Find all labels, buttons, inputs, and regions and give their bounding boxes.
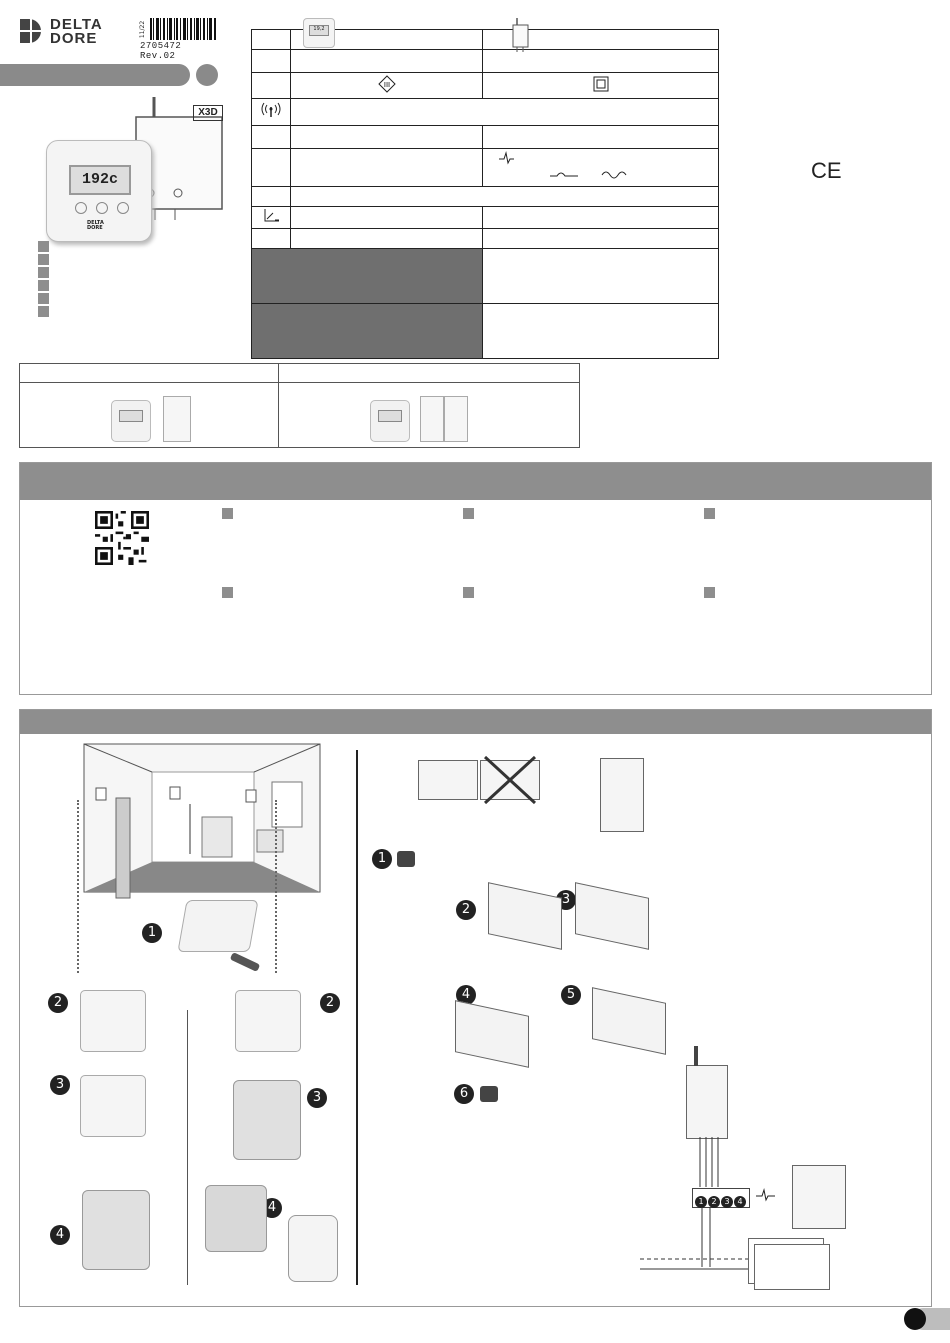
step-callout: 3 [307, 1088, 327, 1108]
terminal-3: 3 [721, 1196, 733, 1208]
x3d-badge: X3D [193, 105, 223, 121]
step-callout: 5 [561, 985, 581, 1005]
class-iii-icon [378, 75, 396, 93]
radiator-step [575, 882, 649, 950]
power-on-icon [480, 1086, 498, 1102]
display-temp: 192c [81, 171, 118, 188]
screwdriver-icon [230, 952, 261, 972]
thermostat-stand-view [205, 1185, 267, 1252]
step-callout: 2 [320, 993, 340, 1013]
radiator-step [488, 882, 562, 950]
thermostat-open-illustration [177, 900, 258, 952]
room-placement-illustration [72, 742, 332, 912]
temperature-range-icon [262, 208, 280, 224]
column-divider [187, 1010, 188, 1285]
dark-cell [252, 304, 483, 359]
thermostat-stand-view [288, 1215, 338, 1282]
barcode [139, 18, 220, 61]
item-square [222, 587, 233, 598]
terminal-2: 2 [708, 1196, 720, 1208]
step-callout: 1 [372, 849, 392, 869]
pilot-wire-signal-icon [497, 151, 517, 165]
step-callout: 6 [454, 1084, 474, 1104]
pilot-wire-signal-icon [755, 1188, 777, 1202]
guide-dotted-left [77, 800, 79, 973]
installation-section [19, 709, 932, 1307]
item-square [463, 508, 474, 519]
lang-square [38, 306, 49, 317]
thermostat-battery-step [235, 990, 301, 1052]
radiator-step [592, 987, 666, 1055]
thermostat-battery-step [80, 990, 146, 1052]
info-section [19, 462, 932, 695]
step-callout: 4 [50, 1225, 70, 1245]
dark-cell [252, 249, 483, 304]
heater-panel [754, 1244, 830, 1290]
power-off-icon [397, 851, 415, 867]
kit-thermostat-icon [111, 400, 151, 442]
step-callout: 4 [456, 985, 476, 1005]
brand-line2: DORE [50, 30, 98, 47]
thermostat-brand: DELTA DORE [87, 220, 104, 231]
product-illustration [40, 95, 230, 245]
radiator-step [455, 1000, 529, 1068]
section-divider [356, 750, 358, 1285]
step-callout: 2 [456, 900, 476, 920]
wiring-lines [640, 1137, 750, 1277]
thermostat-side-view [82, 1190, 150, 1270]
kit-receiver-icon [444, 396, 468, 442]
info-section-header [20, 463, 931, 500]
item-square [463, 587, 474, 598]
barcode-bars-icon [150, 18, 218, 40]
ce-mark: CE [811, 158, 842, 183]
lang-square [38, 241, 49, 252]
lang-square [38, 267, 49, 278]
item-square [704, 587, 715, 598]
half-wave-icon [549, 169, 579, 181]
guide-dotted-right [275, 800, 277, 973]
thermostat-buttons [75, 199, 129, 218]
spec-table [251, 26, 719, 359]
brand-line1: DELTA [50, 16, 103, 33]
radio-signal-icon [260, 102, 282, 118]
compatibility-table [19, 363, 580, 448]
radiator-not-ok-icon [480, 760, 540, 800]
barcode-date: 11/22 [139, 20, 147, 39]
thermostat-screen [69, 165, 131, 195]
class-ii-icon [593, 76, 609, 92]
qr-code-icon [95, 511, 149, 565]
lang-square [38, 280, 49, 291]
terminal-4: 4 [734, 1196, 746, 1208]
lang-square [38, 254, 49, 265]
receiver-antenna [694, 1046, 698, 1066]
title-pill [0, 64, 190, 86]
step-callout: 3 [50, 1075, 70, 1095]
svg-text:III: III [383, 80, 390, 89]
step-callout: 2 [48, 993, 68, 1013]
receiver-thumb-icon [511, 18, 531, 58]
full-wave-icon [601, 169, 631, 181]
thermostat-device [46, 140, 152, 242]
brand-logo [18, 18, 138, 48]
item-square [222, 508, 233, 519]
kit-receiver-icon [163, 396, 191, 442]
din-contactor [792, 1165, 846, 1229]
receiver-in-hand-illustration [600, 758, 644, 832]
radiator-ok-icon [418, 760, 478, 800]
thermostat-battery-step [80, 1075, 146, 1137]
cross-icon [481, 755, 539, 805]
lang-square [38, 293, 49, 304]
language-dot [196, 64, 218, 86]
terminal-1: 1 [695, 1196, 707, 1208]
delta-dore-logo-icon [18, 18, 44, 46]
item-square [704, 508, 715, 519]
step-callout: 1 [142, 923, 162, 943]
barcode-ref: 2705472 Rev.02 [140, 41, 182, 61]
thermostat-thumb-icon: 19,2 [303, 18, 335, 48]
kit-receiver-icon [420, 396, 444, 442]
kit-thermostat-icon [370, 400, 410, 442]
thermostat-side-view [233, 1080, 301, 1160]
page-dot [904, 1308, 926, 1330]
step-callout: 3 [556, 890, 576, 910]
installation-section-header [20, 710, 931, 734]
step-callout: 4 [262, 1198, 282, 1218]
receiver-module [686, 1065, 728, 1139]
